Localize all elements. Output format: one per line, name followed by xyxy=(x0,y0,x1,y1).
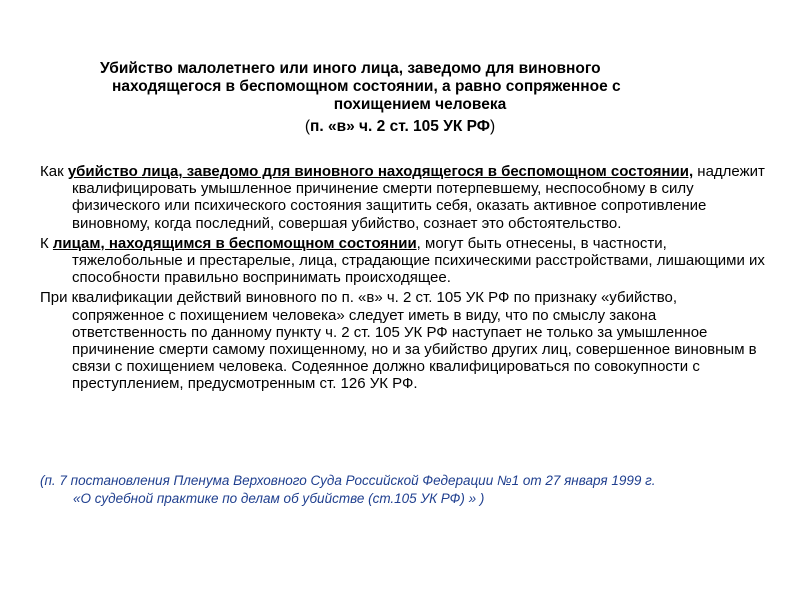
ref-text: п. «в» ч. 2 ст. 105 УК РФ xyxy=(310,118,490,135)
citation-line-1: (п. 7 постановления Пленума Верховного Суда Российской Федерации №1 от 27 января 1999 г. xyxy=(40,473,656,488)
title-line-2: находящегося в беспомощном состоянии, а равно сопряженное с xyxy=(112,78,621,95)
citation-line-2: «О судебной практике по делам об убийстве (ст.105 УК РФ) » ) xyxy=(73,491,485,506)
title-line-3: похищением человека xyxy=(333,96,507,113)
source-citation xyxy=(40,472,770,508)
body-text xyxy=(40,163,765,396)
paragraph-1 xyxy=(40,163,765,232)
emphasized-term: убийство лица, заведомо для виновного находящегося в беспомощном состоянии, xyxy=(67,163,694,180)
ref-open-paren: ( xyxy=(304,118,310,135)
paragraph-3 xyxy=(40,289,765,392)
ref-close-paren: ) xyxy=(490,118,496,135)
legal-reference xyxy=(0,118,800,136)
emphasized-term: лицам, находящимся в беспомощном состоянии xyxy=(52,234,417,252)
paragraph-text: надлежит квалифицировать умышленное причинение смерти потерпевшему, неспособному в силу физического или психического состояния защитить себя, оказать активное сопротивление виновному, когда последний, совершая убийство, сознает это обстоятельство. xyxy=(72,163,765,232)
paragraph-prefix: Как xyxy=(40,163,68,180)
paragraph-text: При квалификации действий виновного по п. «в» ч. 2 ст. 105 УК РФ по признаку «убийство, сопряженное с похищением человека» следует иметь в виду, что по смыслу закона ответственность по данному пункту ч. 2 ст. 105 УК РФ наступает не только за умышленное причинение смерти самому похищенному, но и за убийство других лиц, совершенное виновным в связи с похищением человека. Содеянное должно квалифицироваться по совокупности с преступлением, предусмотренным ст. 126 УК РФ. xyxy=(40,289,757,393)
paragraph-text: , могут быть отнесены, в частности, тяжелобольные и престарелые, лица, страдающие психическими расстройствами, лишающими их способности правильно воспринимать происходящее. xyxy=(72,234,765,287)
paragraph-prefix: К xyxy=(40,234,53,252)
paragraph-2 xyxy=(40,235,765,287)
title-line-1: Убийство малолетнего или иного лица, заведомо для виновного xyxy=(100,60,601,77)
slide-title xyxy=(100,60,740,114)
